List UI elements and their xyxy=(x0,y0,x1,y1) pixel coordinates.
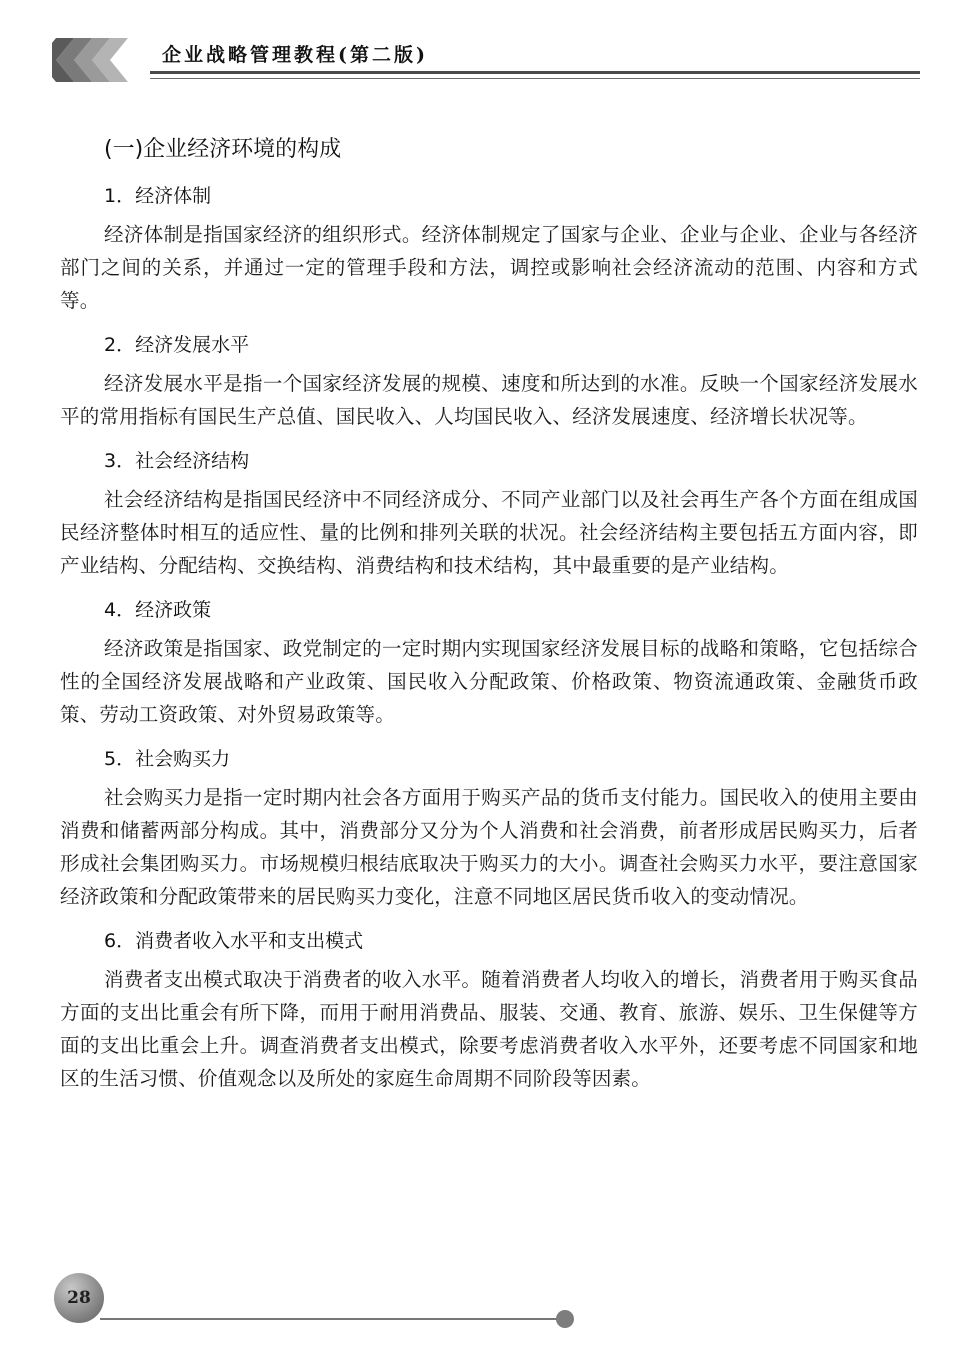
subsection-body-5: 社会购买力是指一定时期内社会各方面用于购买产品的货币支付能力。国民收入的使用主要由消费和储蓄两部分构成。其中，消费部分又分为个人消费和社会消费，前者形成居民购买力，后者形成社会集团购买力。市场规模归根结底取决于购买力的大小。调查社会购买力水平，要注意国家经济政策和分配政策带来的居民购买力变化，注意不同地区居民货币收入的变动情况。 xyxy=(60,786,918,908)
subsection-heading-5: 5．社会购买力 xyxy=(104,748,231,770)
page-footer xyxy=(0,1265,975,1359)
subsection-body-2: 经济发展水平是指一个国家经济发展的规模、速度和所达到的水准。反映一个国家经济发展水平的常用指标有国民生产总值、国民收入、人均国民收入、经济发展速度、经济增长状况等。 xyxy=(60,372,918,428)
footer-dot-icon xyxy=(556,1310,574,1328)
page-header xyxy=(0,0,975,100)
book-title: 企业战略管理教程(第二版) xyxy=(162,44,428,66)
page-number: 28 xyxy=(54,1273,104,1323)
subsection-heading-6: 6．消费者收入水平和支出模式 xyxy=(104,930,364,952)
header-rule xyxy=(150,71,920,74)
section-title: (一)企业经济环境的构成 xyxy=(104,137,342,162)
subsection-body-3: 社会经济结构是指国民经济中不同经济成分、不同产业部门以及社会再生产各个方面在组成国民经济整体时相互的适应性、量的比例和排列关联的状况。社会经济结构主要包括五方面内容，即产业结构、分配结构、交换结构、消费结构和技术结构，其中最重要的是产业结构。 xyxy=(60,488,918,577)
subsection-heading-3: 3．社会经济结构 xyxy=(104,450,250,472)
subsection-heading-4: 4．经济政策 xyxy=(104,599,212,621)
header-rule-thin xyxy=(150,78,920,79)
subsection-heading-2: 2．经济发展水平 xyxy=(104,334,250,356)
subsection-body-1: 经济体制是指国家经济的组织形式。经济体制规定了国家与企业、企业与企业、企业与各经济部门之间的关系，并通过一定的管理手段和方法，调控或影响社会经济流动的范围、内容和方式等。 xyxy=(60,223,918,312)
page-content xyxy=(60,130,918,1095)
subsection-body-4: 经济政策是指国家、政党制定的一定时期内实现国家经济发展目标的战略和策略，它包括综合性的全国经济发展战略和产业政策、国民收入分配政策、价格政策、物资流通政策、金融货币政策、劳动工资政策、对外贸易政策等。 xyxy=(60,637,918,726)
footer-rule xyxy=(100,1318,562,1320)
chevron-decoration-icon xyxy=(52,38,152,82)
subsection-heading-1: 1．经济体制 xyxy=(104,185,212,207)
subsection-body-6: 消费者支出模式取决于消费者的收入水平。随着消费者人均收入的增长，消费者用于购买食品方面的支出比重会有所下降，而用于耐用消费品、服装、交通、教育、旅游、娱乐、卫生保健等方面的支出比重会上升。调查消费者支出模式，除要考虑消费者收入水平外，还要考虑不同国家和地区的生活习惯、价值观念以及所处的家庭生命周期不同阶段等因素。 xyxy=(60,968,918,1090)
